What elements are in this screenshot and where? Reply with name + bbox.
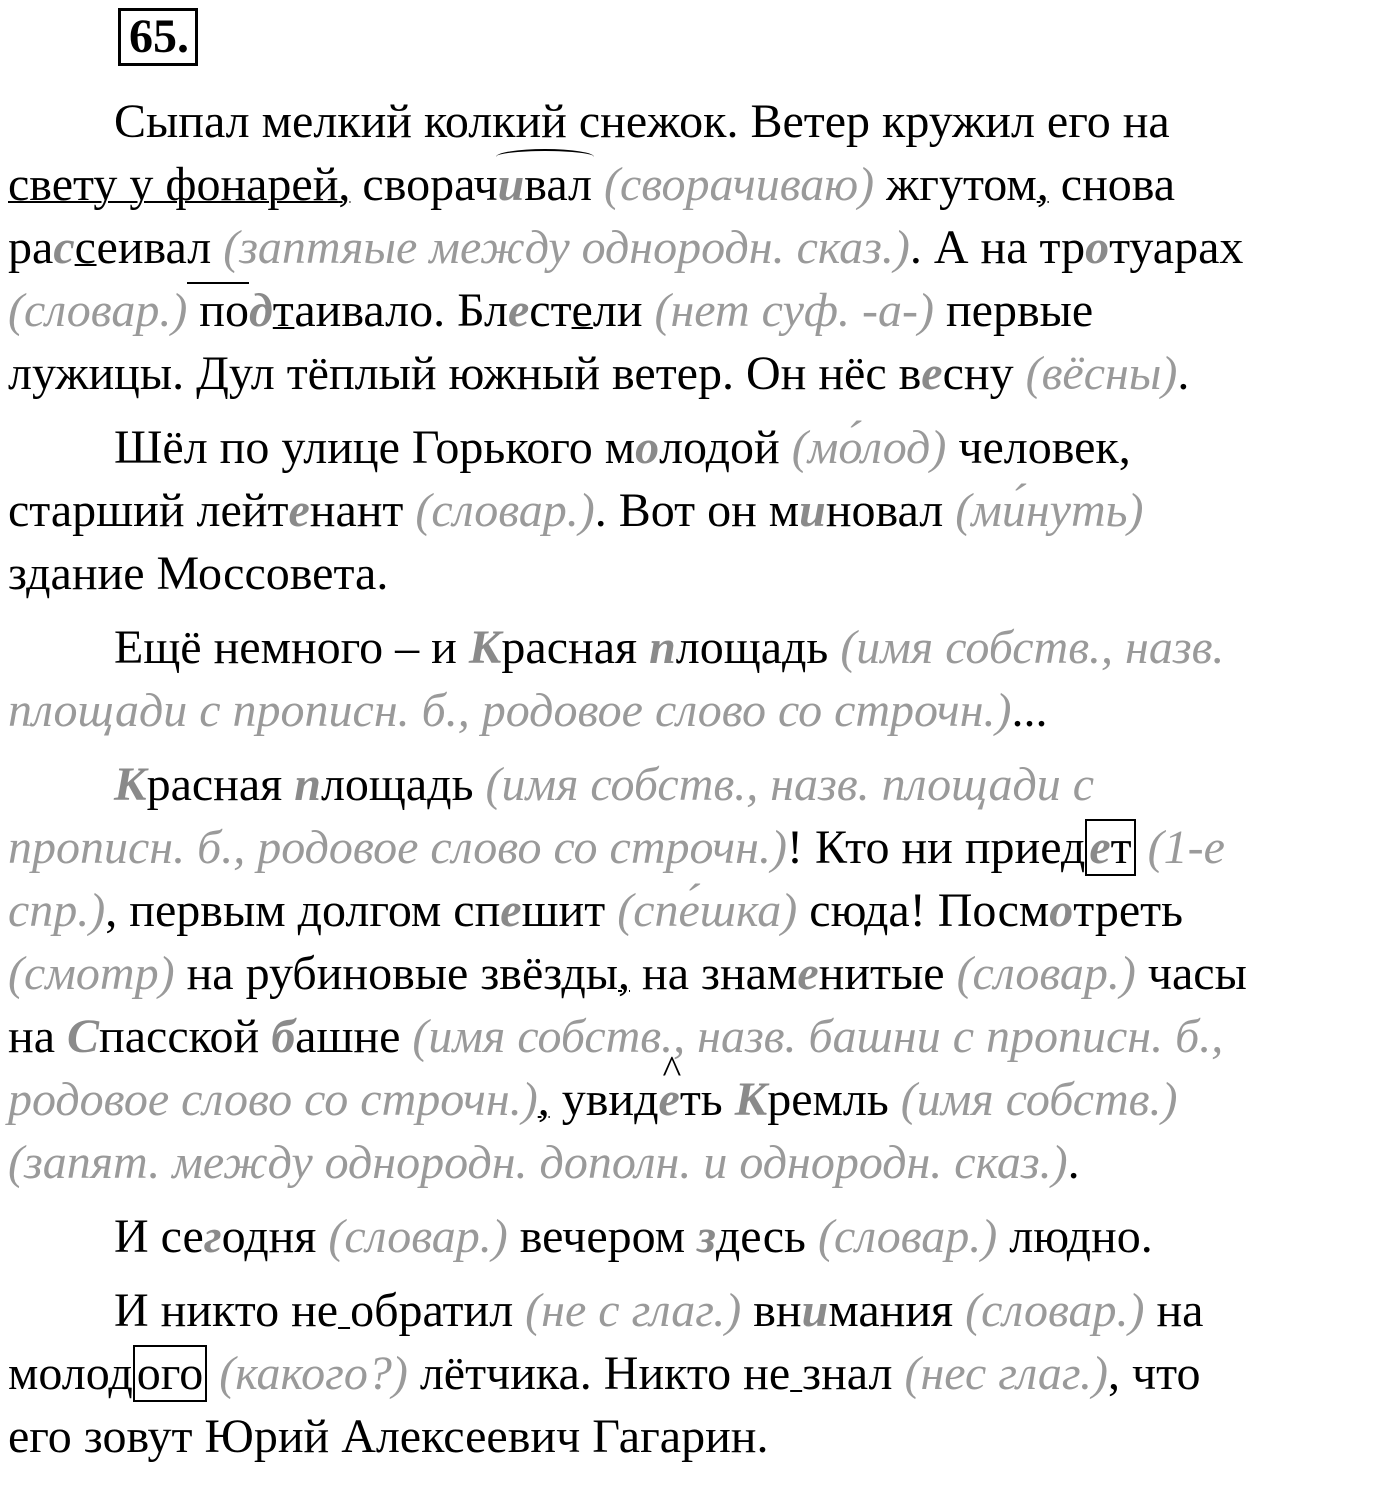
text: лощадь — [320, 758, 486, 811]
comment: (имя собств.) — [900, 1073, 1178, 1126]
paragraph-2 — [8, 416, 1396, 605]
comment: площади с прописн. б., родовое слово со строчн.) — [8, 684, 1012, 737]
p3-line-2 — [8, 679, 1396, 742]
highlight-letter: е — [500, 884, 522, 937]
text: человек, — [946, 421, 1131, 474]
text: И се — [114, 1210, 204, 1263]
text — [592, 158, 604, 211]
comment: (сворачиваю) — [604, 158, 875, 211]
text: Сыпал мелкий колкий снежок. Ветер кружил его на — [114, 95, 1170, 148]
p4-line-3 — [8, 879, 1396, 942]
text: аивало. Бл — [294, 284, 508, 337]
highlight-letter: К — [114, 758, 147, 811]
text: т — [272, 284, 295, 337]
text: ашне — [295, 1010, 413, 1063]
text: , что — [1107, 1347, 1201, 1400]
p4-line-7 — [8, 1131, 1396, 1194]
text: десь — [715, 1210, 818, 1263]
text: пасской — [99, 1010, 272, 1063]
paragraph-4 — [8, 753, 1396, 1194]
comment: (словар.) — [965, 1284, 1145, 1337]
highlight-letter: д — [248, 284, 273, 337]
comment: прописн. б., родовое слово со строчн.) — [8, 821, 787, 874]
text: . Вот он м — [594, 484, 800, 537]
highlight-letter: е — [288, 484, 310, 537]
highlight-letter: е — [1089, 821, 1111, 874]
highlight-letter: з — [697, 1210, 716, 1263]
p2-line-3 — [8, 542, 1396, 605]
text: свету у фонарей — [8, 158, 339, 211]
p4-line-5 — [8, 1005, 1396, 1068]
text: ... — [1011, 684, 1048, 737]
text: на рубиновые звёзды — [174, 947, 619, 1000]
text: вал — [524, 158, 593, 211]
comment: (словар.) — [956, 947, 1136, 1000]
comment: (имя собств., назв. башни с прописн. б., — [412, 1010, 1224, 1063]
ending-box — [1085, 819, 1135, 876]
text: Шёл по улице Горького м — [114, 421, 636, 474]
text: , первым долгом сп — [105, 884, 501, 937]
comment: (какого?) — [219, 1347, 408, 1400]
highlight-letter: ^ е — [659, 1068, 680, 1131]
p2-line-1 — [8, 416, 1396, 479]
highlight-letter: б — [271, 1010, 296, 1063]
text: здание Моссовета. — [8, 547, 389, 600]
comment: (вёсны) — [1025, 347, 1178, 400]
exercise-number: 65. — [118, 8, 198, 66]
text: новал — [825, 484, 956, 537]
text: старший лейт — [8, 484, 289, 537]
comment: (заптяые между однородн. сказ.) — [223, 221, 910, 274]
text: обратил — [350, 1284, 526, 1337]
paragraph-5 — [8, 1205, 1396, 1268]
text: лётчика. Никто не — [407, 1347, 791, 1400]
text: вн — [741, 1284, 802, 1337]
highlight-letter: К — [734, 1073, 768, 1126]
ending-box: ого — [133, 1345, 208, 1402]
text: одня — [221, 1210, 329, 1263]
prefix-mark: по — [187, 284, 249, 337]
text: часы — [1135, 947, 1247, 1000]
p3-line-1 — [8, 616, 1396, 679]
comment: (1-е — [1135, 821, 1225, 874]
p2-line-2 — [8, 479, 1396, 542]
text: . А на тр — [909, 221, 1086, 274]
comment: (смотр) — [8, 947, 175, 1000]
highlight-letter: о — [1049, 884, 1074, 937]
text: молод — [8, 1347, 133, 1400]
text: знал — [802, 1347, 905, 1400]
p6-line-2 — [8, 1342, 1396, 1405]
highlight-letter: и — [497, 158, 525, 211]
comment: родовое слово со строчн.) — [8, 1073, 538, 1126]
comment: (словар.) — [328, 1210, 508, 1263]
highlight-letter: п — [649, 621, 676, 674]
text: нант — [309, 484, 416, 537]
highlight-letter: с — [53, 221, 75, 274]
text: мания — [828, 1284, 966, 1337]
text: . — [1177, 347, 1190, 400]
text: первые — [933, 284, 1094, 337]
text: . — [1067, 1136, 1080, 1189]
comment: (имя собств., назв. площади с — [485, 758, 1095, 811]
paragraph-6 — [8, 1279, 1396, 1468]
text: ремль — [767, 1073, 901, 1126]
text: треть — [1073, 884, 1183, 937]
comment: (нет суф. -а-) — [654, 284, 934, 337]
highlight-letter: и — [801, 1284, 829, 1337]
p1-line-2 — [8, 153, 1396, 216]
comment: (имя собств., назв. — [840, 621, 1225, 674]
p1-line-3 — [8, 216, 1396, 279]
text: нитые — [818, 947, 957, 1000]
text: лодой — [659, 421, 792, 474]
comment: (спе́шка) — [617, 884, 798, 937]
text: Ещё немного – и — [114, 621, 469, 674]
exercise-text — [8, 90, 1396, 1468]
highlight-letter: г — [203, 1210, 222, 1263]
text: ! Кто ни приед — [786, 821, 1086, 874]
comment: (запят. между однородн. дополн. и однородн. сказ.) — [8, 1136, 1068, 1189]
paragraph-3 — [8, 616, 1396, 742]
comment: спр.) — [8, 884, 106, 937]
comment: (ми́нуть) — [955, 484, 1144, 537]
highlight-letter: е — [797, 947, 819, 1000]
text: его зовут Юрий Алексеевич Гагарин. — [8, 1410, 769, 1463]
text: на — [1144, 1284, 1204, 1337]
highlight-letter: К — [468, 621, 502, 674]
text: еивал — [96, 221, 224, 274]
p6-line-3 — [8, 1405, 1396, 1468]
text: снова — [1048, 158, 1176, 211]
text: увид — [549, 1073, 659, 1126]
highlight-letter: о — [1085, 221, 1110, 274]
comment: (словар.) — [415, 484, 595, 537]
comma-mark: , — [1036, 158, 1049, 211]
p5-line-1 — [8, 1205, 1396, 1268]
highlight-letter: С — [67, 1010, 100, 1063]
p1-line-5 — [8, 342, 1396, 405]
comment: (мо́лод) — [791, 421, 947, 474]
text: ли — [592, 284, 655, 337]
text: жгутом — [874, 158, 1037, 211]
separate-mark — [338, 1284, 350, 1337]
text: ть — [679, 1073, 735, 1126]
p4-line-4 — [8, 942, 1396, 1005]
text: ст — [529, 284, 572, 337]
p4-line-2 — [8, 816, 1396, 879]
paragraph-1 — [8, 90, 1396, 405]
text: т — [1110, 821, 1132, 874]
comment: (нес глаг.) — [904, 1347, 1108, 1400]
comma-mark: , — [537, 1073, 550, 1126]
highlight-letter: е — [507, 284, 530, 337]
comma-mark: , — [618, 947, 631, 1000]
highlight-letter: и — [799, 484, 826, 537]
text: людно. — [997, 1210, 1153, 1263]
text: лощадь — [675, 621, 841, 674]
text: на — [8, 1010, 67, 1063]
text: сну — [942, 347, 1026, 400]
separate-mark — [790, 1347, 802, 1400]
text: сюда! Посм — [797, 884, 1050, 937]
text: вечером — [507, 1210, 698, 1263]
highlight-letter: п — [294, 758, 321, 811]
text: ра — [8, 221, 54, 274]
text: лужицы. Дул тёплый южный ветер. Он нёс в — [8, 347, 922, 400]
comment: (словар.) — [817, 1210, 998, 1263]
text: шит — [521, 884, 618, 937]
p6-line-1 — [8, 1279, 1396, 1342]
p1-line-1 — [8, 90, 1396, 153]
text: е — [571, 284, 593, 337]
text: расная — [146, 758, 295, 811]
text: сворач — [350, 158, 498, 211]
comma-mark: , — [338, 158, 351, 211]
highlight-letter: е — [921, 347, 943, 400]
p4-line-6 — [8, 1068, 1396, 1131]
text: с — [74, 221, 97, 274]
comment: (словар.) — [8, 284, 188, 337]
highlight-letter: о — [635, 421, 660, 474]
text: туарах — [1109, 221, 1244, 274]
p1-line-4 — [8, 279, 1396, 342]
text: И никто не — [114, 1284, 339, 1337]
text: расная — [501, 621, 650, 674]
text: на знам — [630, 947, 798, 1000]
p4-line-1 — [8, 753, 1396, 816]
comment: (не с глаг.) — [525, 1284, 742, 1337]
text — [207, 1347, 219, 1400]
